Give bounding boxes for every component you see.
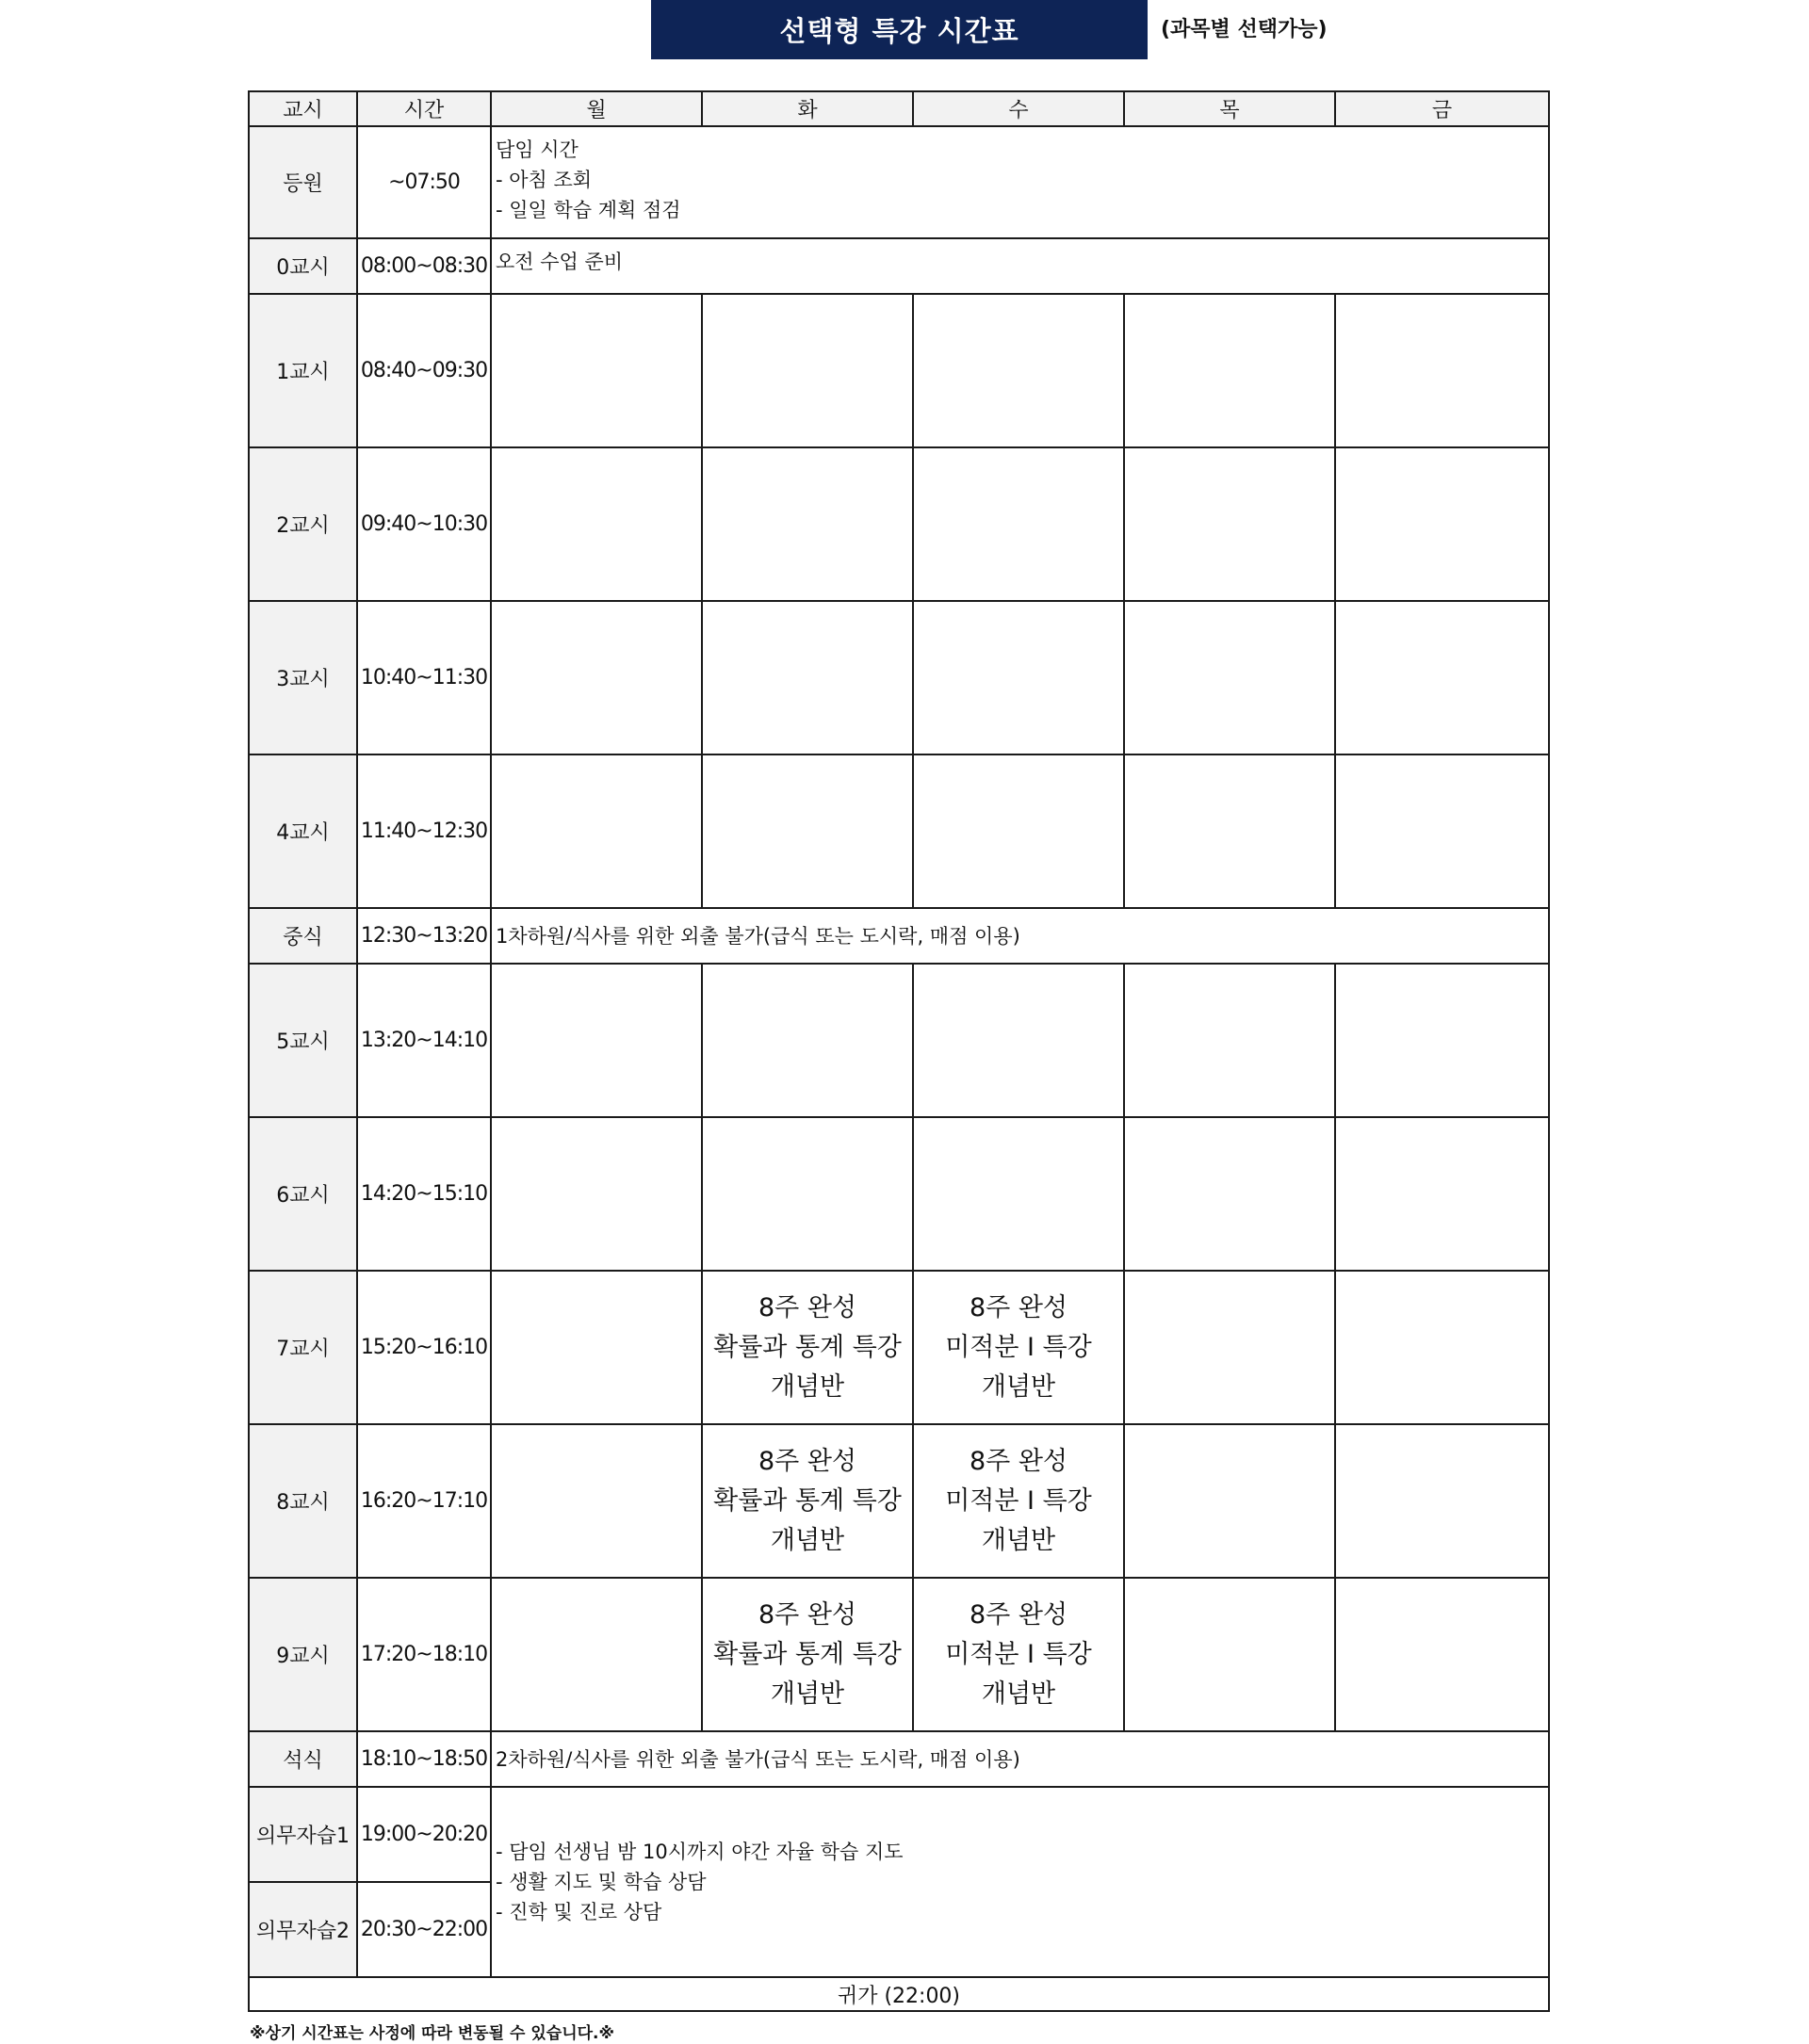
slot-thu	[1124, 601, 1335, 754]
period-time: ~07:50	[357, 126, 491, 238]
slot-fri	[1335, 447, 1549, 601]
p0-note: 오전 수업 준비	[491, 238, 1549, 294]
lunch-note: 1차하원/식사를 위한 외출 불가(급식 또는 도시락, 매점 이용)	[491, 908, 1549, 964]
study-note-line: - 담임 선생님 밤 10시까지 야간 자율 학습 지도	[496, 1841, 904, 1863]
slot-wed	[913, 294, 1124, 447]
slot-fri	[1335, 964, 1549, 1117]
row-arrival	[249, 126, 1549, 238]
period-time: 16:20~17:10	[357, 1424, 491, 1578]
slot-tue	[702, 447, 913, 601]
course-line: 8주 완성	[969, 1599, 1067, 1630]
header-tue: 화	[702, 91, 913, 126]
slot-thu	[1124, 294, 1335, 447]
period-label: 3교시	[249, 601, 357, 754]
row-p0	[249, 238, 1549, 294]
arrival-note-line: 담임 시간	[496, 138, 579, 161]
page-title: 선택형 특강 시간표	[651, 0, 1148, 59]
slot-tue	[702, 294, 913, 447]
home-time: 귀가 (22:00)	[249, 1977, 1549, 2011]
row-p5	[249, 964, 1549, 1117]
row-p9	[249, 1578, 1549, 1731]
period-label: 의무자습2	[249, 1882, 357, 1977]
slot-thu	[1124, 1117, 1335, 1271]
row-p2	[249, 447, 1549, 601]
row-study1	[249, 1787, 1549, 1882]
course-line: 미적분 I 특강	[945, 1332, 1092, 1362]
period-label: 0교시	[249, 238, 357, 294]
slot-mon	[491, 1578, 702, 1731]
arrival-note-line: - 아침 조회	[496, 169, 593, 191]
row-p6	[249, 1117, 1549, 1271]
course-cell-tue	[702, 1271, 913, 1424]
period-time: 09:40~10:30	[357, 447, 491, 601]
title-note: (과목별 선택가능)	[1161, 18, 1328, 41]
slot-mon	[491, 754, 702, 908]
header-period: 교시	[249, 91, 357, 126]
slot-mon	[491, 294, 702, 447]
period-label: 6교시	[249, 1117, 357, 1271]
slot-mon	[491, 447, 702, 601]
row-dinner	[249, 1731, 1549, 1787]
slot-fri	[1335, 1578, 1549, 1731]
slot-tue	[702, 754, 913, 908]
course-line: 8주 완성	[758, 1292, 856, 1322]
study-note	[491, 1787, 1549, 1977]
slot-mon	[491, 1424, 702, 1578]
slot-fri	[1335, 1117, 1549, 1271]
period-label: 의무자습1	[249, 1787, 357, 1882]
course-line: 확률과 통계 특강	[713, 1639, 902, 1669]
header-time: 시간	[357, 91, 491, 126]
period-label: 석식	[249, 1731, 357, 1787]
course-line: 미적분 I 특강	[945, 1639, 1092, 1669]
footnote: ※상기 시간표는 사정에 따라 변동될 수 있습니다.※	[250, 2024, 615, 2043]
study-note-line: - 진학 및 진로 상담	[496, 1901, 662, 1923]
course-line: 개념반	[981, 1679, 1056, 1709]
period-time: 08:00~08:30	[357, 238, 491, 294]
slot-thu	[1124, 754, 1335, 908]
row-home	[249, 1977, 1549, 2011]
period-label: 8교시	[249, 1424, 357, 1578]
course-line: 8주 완성	[758, 1446, 856, 1476]
course-cell-tue	[702, 1578, 913, 1731]
row-p3	[249, 601, 1549, 754]
period-time: 20:30~22:00	[357, 1882, 491, 1977]
slot-thu	[1124, 447, 1335, 601]
slot-fri	[1335, 754, 1549, 908]
slot-mon	[491, 601, 702, 754]
study-note-line: - 생활 지도 및 학습 상담	[496, 1871, 707, 1893]
header-row	[249, 91, 1549, 126]
period-label: 9교시	[249, 1578, 357, 1731]
slot-wed	[913, 964, 1124, 1117]
row-p8	[249, 1424, 1549, 1578]
course-line: 확률과 통계 특강	[713, 1332, 902, 1362]
course-cell-wed	[913, 1271, 1124, 1424]
slot-mon	[491, 964, 702, 1117]
slot-thu	[1124, 1578, 1335, 1731]
header-wed: 수	[913, 91, 1124, 126]
period-label: 중식	[249, 908, 357, 964]
course-line: 개념반	[770, 1371, 845, 1402]
slot-fri	[1335, 1424, 1549, 1578]
slot-tue	[702, 964, 913, 1117]
course-line: 개념반	[981, 1371, 1056, 1402]
slot-tue	[702, 1117, 913, 1271]
course-line: 개념반	[770, 1525, 845, 1555]
period-time: 13:20~14:10	[357, 964, 491, 1117]
period-label: 2교시	[249, 447, 357, 601]
slot-wed	[913, 601, 1124, 754]
course-cell-wed	[913, 1578, 1124, 1731]
slot-fri	[1335, 601, 1549, 754]
dinner-note: 2차하원/식사를 위한 외출 불가(급식 또는 도시락, 매점 이용)	[491, 1731, 1549, 1787]
course-line: 8주 완성	[969, 1446, 1067, 1476]
slot-mon	[491, 1117, 702, 1271]
course-line: 확률과 통계 특강	[713, 1485, 902, 1516]
period-label: 4교시	[249, 754, 357, 908]
period-time: 11:40~12:30	[357, 754, 491, 908]
period-label: 5교시	[249, 964, 357, 1117]
slot-thu	[1124, 1271, 1335, 1424]
slot-fri	[1335, 294, 1549, 447]
period-time: 18:10~18:50	[357, 1731, 491, 1787]
slot-wed	[913, 754, 1124, 908]
slot-thu	[1124, 964, 1335, 1117]
header-fri: 금	[1335, 91, 1549, 126]
course-line: 개념반	[981, 1525, 1056, 1555]
header-mon: 월	[491, 91, 702, 126]
period-time: 15:20~16:10	[357, 1271, 491, 1424]
course-line: 개념반	[770, 1679, 845, 1709]
arrival-note-line: - 일일 학습 계획 점검	[496, 199, 681, 221]
period-time: 10:40~11:30	[357, 601, 491, 754]
course-line: 8주 완성	[969, 1292, 1067, 1322]
timetable	[248, 90, 1550, 2012]
period-label: 1교시	[249, 294, 357, 447]
period-time: 08:40~09:30	[357, 294, 491, 447]
course-line: 8주 완성	[758, 1599, 856, 1630]
slot-mon	[491, 1271, 702, 1424]
slot-tue	[702, 601, 913, 754]
period-time: 19:00~20:20	[357, 1787, 491, 1882]
period-time: 12:30~13:20	[357, 908, 491, 964]
row-lunch	[249, 908, 1549, 964]
slot-wed	[913, 1117, 1124, 1271]
period-label: 등원	[249, 126, 357, 238]
slot-thu	[1124, 1424, 1335, 1578]
header-thu: 목	[1124, 91, 1335, 126]
slot-fri	[1335, 1271, 1549, 1424]
row-p1	[249, 294, 1549, 447]
slot-wed	[913, 447, 1124, 601]
row-p7	[249, 1271, 1549, 1424]
course-cell-wed	[913, 1424, 1124, 1578]
period-label: 7교시	[249, 1271, 357, 1424]
row-p4	[249, 754, 1549, 908]
period-time: 14:20~15:10	[357, 1117, 491, 1271]
course-line: 미적분 I 특강	[945, 1485, 1092, 1516]
arrival-note	[491, 126, 1549, 238]
period-time: 17:20~18:10	[357, 1578, 491, 1731]
course-cell-tue	[702, 1424, 913, 1578]
